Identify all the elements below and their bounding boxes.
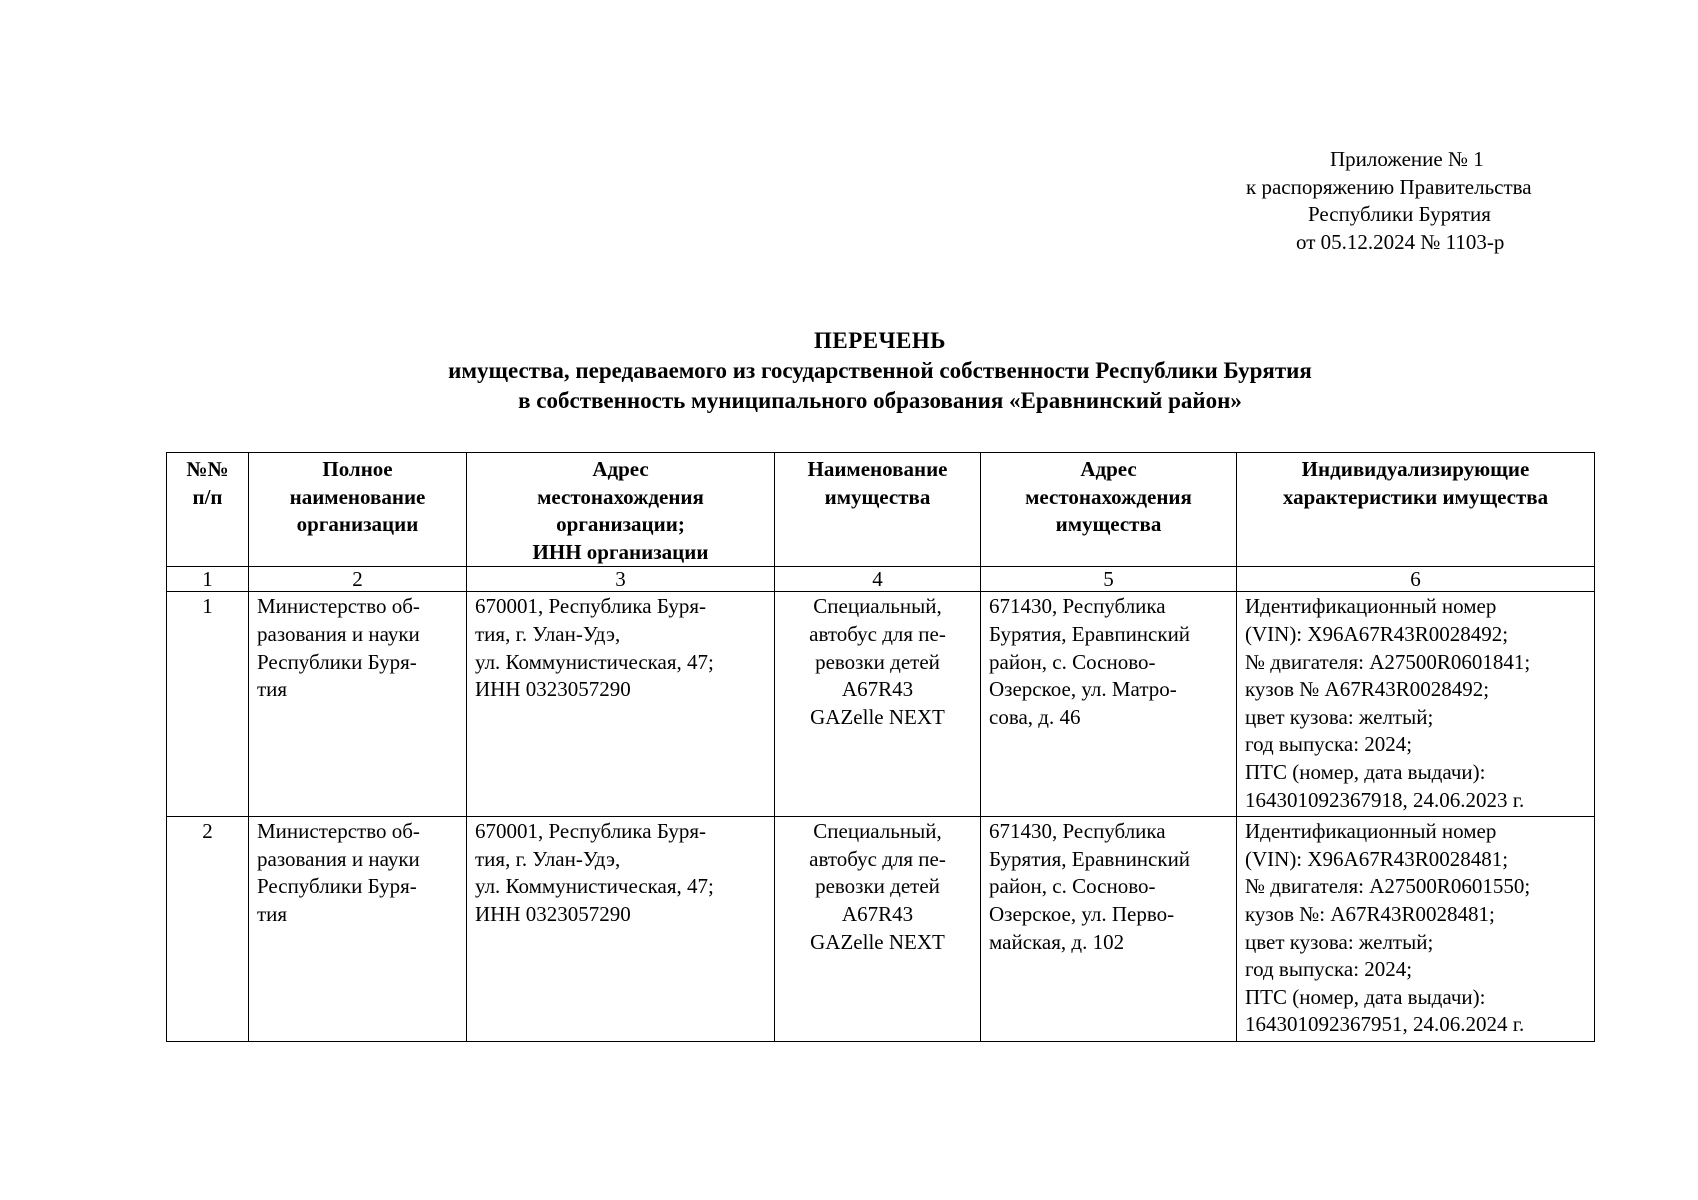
header-cell-org-address: Адрес местонахождения организации; ИНН организации: [467, 453, 775, 567]
table-header-row: [167, 453, 1595, 567]
appendix-decree-ref: к распоряжению Правительства: [1246, 174, 1532, 199]
title-line-3: в собственность муниципального образования «Еравнинский район»: [518, 388, 1242, 413]
column-number-row: [167, 567, 1595, 592]
header-cell-number: №№ п/п: [167, 453, 249, 567]
row-number: 2: [167, 817, 249, 1042]
appendix-republic: Республики Бурятия: [1308, 202, 1491, 226]
org-address-cell: 670001, Республика Буря- тия, г. Улан-Удэ, ул. Коммунистическая, 47; ИНН 0323057290: [467, 592, 775, 817]
org-name-cell: Министерство об- разования и науки Республики Буря- тия: [249, 817, 467, 1042]
row-number: 1: [167, 592, 249, 817]
item-address-cell: 671430, Республика Бурятия, Еравнинский район, с. Сосново- Озерское, ул. Перво- майская, д. 102: [981, 817, 1237, 1042]
column-number: 3: [467, 567, 775, 592]
org-address-cell: 670001, Республика Буря- тия, г. Улан-Удэ, ул. Коммунистическая, 47; ИНН 0323057290: [467, 817, 775, 1042]
header-cell-item-name: Наименование имущества: [775, 453, 981, 567]
appendix-number: Приложение № 1: [1330, 147, 1484, 171]
header-cell-item-address: Адрес местонахождения имущества: [981, 453, 1237, 567]
appendix-block: [1246, 146, 1606, 256]
column-number: 2: [249, 567, 467, 592]
header-cell-item-details: Индивидуализирующие характеристики имущества: [1237, 453, 1595, 567]
column-number: 6: [1237, 567, 1595, 592]
title-main: ПЕРЕЧЕНЬ: [814, 328, 946, 353]
table-row: [167, 592, 1595, 817]
item-address-cell: 671430, Республика Бурятия, Еравпинский район, с. Сосново- Озерское, ул. Матро- сова, д. 46: [981, 592, 1237, 817]
item-name-cell: Специальный, автобус для пе- ревозки детей А67R43 GAZelle NEXT: [775, 817, 981, 1042]
column-number: 5: [981, 567, 1237, 592]
item-details-cell: Идентификационный номер (VIN): X96A67R43R0028481; № двигателя: A27500R0601550; кузов №: A67R43R0028481; цвет кузова: желтый; год выпуска: 2024; ПТС (номер, дата выдачи): 164301092367951, 24.06.2024 г.: [1237, 817, 1595, 1042]
item-details-cell: Идентификационный номер (VIN): X96A67R43R0028492; № двигателя: A27500R0601841; кузов № A67R43R0028492; цвет кузова: желтый; год выпуска: 2024; ПТС (номер, дата выдачи): 164301092367918, 24.06.2023 г.: [1237, 592, 1595, 817]
appendix-date: от 05.12.2024 № 1103-р: [1296, 229, 1505, 254]
table-row: [167, 817, 1595, 1042]
item-name-cell: Специальный, автобус для пе- ревозки детей А67R43 GAZelle NEXT: [775, 592, 981, 817]
column-number: 4: [775, 567, 981, 592]
title-line-2: имущества, передаваемого из государственной собственности Республики Бурятия: [448, 358, 1312, 383]
org-name-cell: Министерство об- разования и науки Республики Буря- тия: [249, 592, 467, 817]
header-cell-org-name: Полное наименование организации: [249, 453, 467, 567]
document-title: [150, 326, 1610, 416]
property-table: [166, 452, 1595, 1042]
column-number: 1: [167, 567, 249, 592]
